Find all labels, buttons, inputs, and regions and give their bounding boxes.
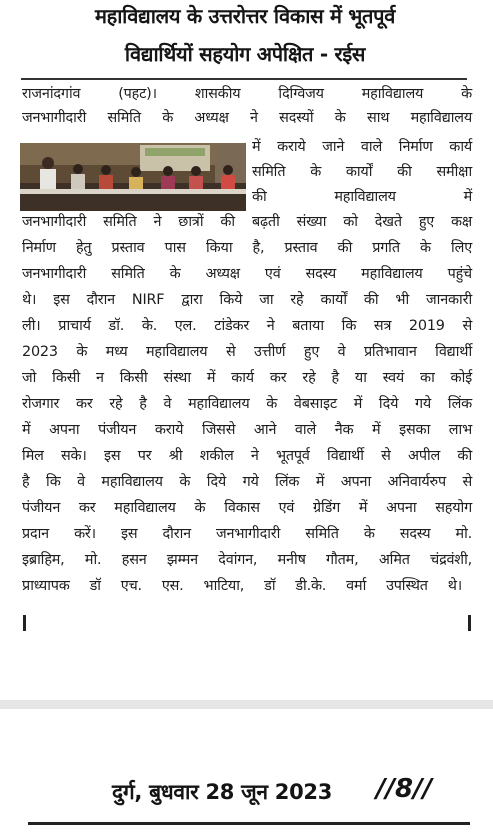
body-line: जनभागीदारी समिति के अध्यक्ष ने सदस्यों के साथ महाविद्यालय	[22, 110, 472, 126]
body-line: निर्माण हेतु प्रस्ताव पास किया है, प्रस्ताव की प्रगति के लिए	[22, 240, 472, 256]
body-line: मिल सके। इस पर श्री शकील ने भूतपूर्व विद्यार्थी से अपील की	[22, 448, 472, 464]
body-line: जनभागीदारी समिति के अध्यक्ष एवं सदस्य महाविद्यालय पहुंचे	[22, 266, 472, 282]
body-line: की महाविद्यालय में	[252, 189, 472, 205]
footer-dateline: दुर्ग, बुधवार 28 जून 2023	[112, 780, 333, 804]
body-line: जनभागीदारी समिति ने छात्रों की बढ़ती संख्या को देखते हुए कक्ष	[22, 214, 472, 230]
headline-line-1: महाविद्यालय के उत्तरोत्तर विकास में भूतपूर्व	[94, 4, 396, 28]
body-line: है कि वे महाविद्यालय के दिये गये लिंक में अपना अनिवार्यरुप से	[22, 474, 472, 490]
body-line: प्रदान करें। इस दौरान जनभागीदारी समिति के सदस्य मो.	[22, 526, 472, 542]
body-line: इब्राहिम, मो. हसन झम्मन देवांगन, मनीष गौतम, अमित चंद्रवंशी,	[22, 552, 472, 568]
meeting-photo	[20, 143, 246, 211]
body-line: जो किसी न किसी संस्था में कार्य कर रहे है या स्वयं का कोई	[22, 370, 472, 386]
body-line: रोजगार कर रहे है वे महाविद्यालय के वेबसाइट में दिये गये लिंक	[22, 396, 472, 412]
body-line: समिति के कार्यों की समीक्षा	[252, 164, 472, 180]
body-line: ली। प्राचार्य डॉ. के. एल. टांडेकर ने बताया कि सत्र 2019 से	[22, 318, 472, 334]
body-line: में कराये जाने वाले निर्माण कार्य	[252, 139, 472, 155]
body-line: राजनांदगांव (पहट)। शासकीय दिग्विजय महाविद्यालय के	[22, 86, 472, 102]
body-line: पंजीयन कर महाविद्यालय के विकास एवं ग्रेडिंग में अपना सहयोग	[22, 500, 472, 516]
page-divider	[0, 700, 493, 709]
column-mark-left	[23, 615, 26, 631]
headline-line-2: विद्यार्थियों सहयोग अपेक्षित - रईस	[124, 42, 366, 66]
footer-page-number: //8//	[376, 774, 433, 804]
column-mark-right	[468, 615, 471, 631]
footer-rule	[28, 822, 470, 825]
headline-underline	[21, 78, 467, 80]
body-line: थे। इस दौरान NIRF द्वारा किये जा रहे कार्यों की भी जानकारी	[22, 292, 472, 308]
body-line-last: प्राध्यापक डॉ एच. एस. भाटिया, डॉ डी.के. वर्मा उपस्थित थे।	[22, 578, 462, 594]
body-line: 2023 के मध्य महाविद्यालय से उत्तीर्ण हुए वे प्रतिभावान विद्यार्थी	[22, 344, 472, 360]
meeting-photo-image	[20, 143, 246, 211]
body-line: में अपना पंजीयन कराये जिससे आने वाले नैक में इसका लाभ	[22, 422, 472, 438]
